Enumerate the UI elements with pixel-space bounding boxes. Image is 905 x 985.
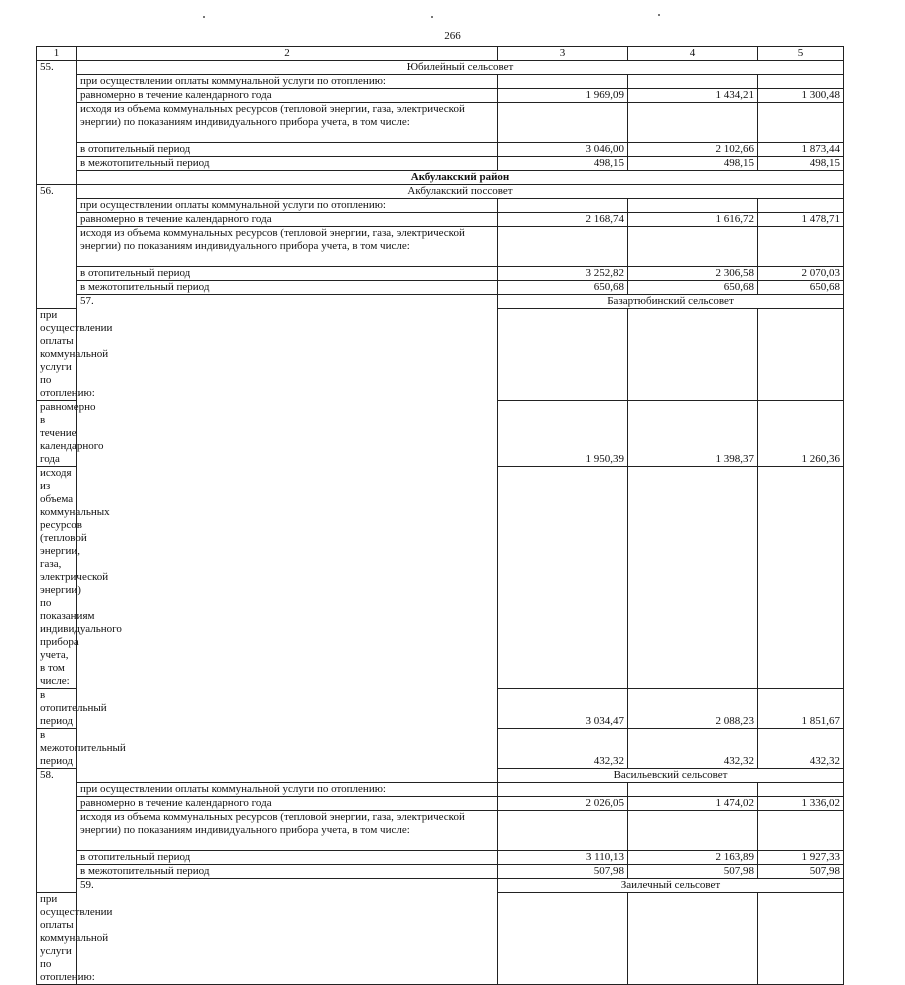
settlement-name: Заилечный сельсовет bbox=[498, 879, 844, 893]
value-cell: 1 434,21 bbox=[628, 89, 758, 103]
value-cell bbox=[758, 467, 844, 689]
value-cell: 650,68 bbox=[628, 281, 758, 295]
value-cell: 2 088,23 bbox=[628, 689, 758, 729]
heating-period-label: в отопительный период bbox=[37, 689, 77, 729]
table-row bbox=[37, 227, 844, 267]
header-cell: 1 bbox=[37, 47, 77, 61]
table-body bbox=[37, 47, 844, 985]
value-cell: 432,32 bbox=[498, 729, 628, 769]
value-cell: 1 950,39 bbox=[498, 401, 628, 467]
table-row bbox=[37, 865, 844, 879]
value-cell: 2 102,66 bbox=[628, 143, 758, 157]
heating-payment-label: при осуществлении оплаты коммунальной услуги по отоплению: bbox=[77, 783, 498, 797]
value-cell: 3 110,13 bbox=[498, 851, 628, 865]
table-row bbox=[37, 797, 844, 811]
value-cell bbox=[758, 783, 844, 797]
value-cell bbox=[628, 75, 758, 89]
heating-payment-label: при осуществлении оплаты коммунальной услуги по отоплению: bbox=[77, 199, 498, 213]
section-title-row bbox=[37, 879, 844, 893]
value-cell: 498,15 bbox=[758, 157, 844, 171]
settlement-name: Васильевский сельсовет bbox=[498, 769, 844, 783]
value-cell: 432,32 bbox=[758, 729, 844, 769]
value-cell: 2 168,74 bbox=[498, 213, 628, 227]
value-cell bbox=[628, 227, 758, 267]
region-row bbox=[37, 171, 844, 185]
value-cell bbox=[758, 103, 844, 143]
value-cell bbox=[498, 811, 628, 851]
value-cell bbox=[498, 783, 628, 797]
by-meter-label: исходя из объема коммунальных ресурсов (тепловой энергии, газа, электрической энергии) по показаниям индивидуального прибора учета, в том числе: bbox=[77, 811, 498, 851]
interheating-period-label: в межотопительный период bbox=[37, 729, 77, 769]
value-cell bbox=[758, 893, 844, 985]
table-header-row bbox=[37, 47, 844, 61]
value-cell: 1 474,02 bbox=[628, 797, 758, 811]
value-cell: 1 260,36 bbox=[758, 401, 844, 467]
tariff-table bbox=[36, 46, 844, 985]
value-cell: 1 927,33 bbox=[758, 851, 844, 865]
value-cell bbox=[498, 75, 628, 89]
header-cell: 2 bbox=[77, 47, 498, 61]
table-row bbox=[37, 103, 844, 143]
row-number: 55. bbox=[37, 61, 77, 185]
by-meter-label: исходя из объема коммунальных ресурсов (тепловой энергии, газа, электрической энергии) по показаниям индивидуального прибора учета, в том числе: bbox=[77, 103, 498, 143]
table-row bbox=[37, 199, 844, 213]
value-cell bbox=[758, 309, 844, 401]
settlement-name: Юбилейный сельсовет bbox=[77, 61, 844, 75]
value-cell bbox=[758, 199, 844, 213]
value-cell: 507,98 bbox=[758, 865, 844, 879]
heating-payment-label: при осуществлении оплаты коммунальной услуги по отоплению: bbox=[37, 309, 77, 401]
value-cell bbox=[758, 75, 844, 89]
scan-speck bbox=[431, 16, 433, 18]
value-cell bbox=[498, 227, 628, 267]
heating-payment-label: при осуществлении оплаты коммунальной услуги по отоплению: bbox=[77, 75, 498, 89]
value-cell: 1 398,37 bbox=[628, 401, 758, 467]
region-name: Акбулакский район bbox=[77, 171, 844, 185]
value-cell: 1 300,48 bbox=[758, 89, 844, 103]
header-cell: 4 bbox=[628, 47, 758, 61]
table-row bbox=[37, 75, 844, 89]
settlement-name: Акбулакский поссовет bbox=[77, 185, 844, 199]
interheating-period-label: в межотопительный период bbox=[77, 281, 498, 295]
value-cell: 507,98 bbox=[628, 865, 758, 879]
scan-speck bbox=[658, 14, 660, 16]
by-meter-label: исходя из объема коммунальных ресурсов (тепловой энергии, газа, электрической энергии) по показаниям индивидуального прибора учета, в том числе: bbox=[37, 467, 77, 689]
value-cell bbox=[628, 199, 758, 213]
value-cell: 507,98 bbox=[498, 865, 628, 879]
section-title-row bbox=[37, 61, 844, 75]
heating-period-label: в отопительный период bbox=[77, 143, 498, 157]
value-cell bbox=[498, 309, 628, 401]
heating-period-label: в отопительный период bbox=[77, 267, 498, 281]
value-cell: 650,68 bbox=[498, 281, 628, 295]
table-row bbox=[37, 157, 844, 171]
row-number: 59. bbox=[77, 879, 498, 985]
by-meter-label: исходя из объема коммунальных ресурсов (тепловой энергии, газа, электрической энергии) по показаниям индивидуального прибора учета, в том числе: bbox=[77, 227, 498, 267]
value-cell: 1 873,44 bbox=[758, 143, 844, 157]
value-cell bbox=[628, 309, 758, 401]
heating-payment-label: при осуществлении оплаты коммунальной услуги по отоплению: bbox=[37, 893, 77, 985]
uniform-label: равномерно в течение календарного года bbox=[37, 401, 77, 467]
value-cell: 2 070,03 bbox=[758, 267, 844, 281]
table-row bbox=[37, 267, 844, 281]
value-cell bbox=[628, 103, 758, 143]
uniform-label: равномерно в течение календарного года bbox=[77, 89, 498, 103]
interheating-period-label: в межотопительный период bbox=[77, 865, 498, 879]
value-cell bbox=[498, 893, 628, 985]
value-cell bbox=[628, 893, 758, 985]
table-row bbox=[37, 281, 844, 295]
row-number: 58. bbox=[37, 769, 77, 893]
settlement-name: Базартюбинский сельсовет bbox=[498, 295, 844, 309]
value-cell: 1 851,67 bbox=[758, 689, 844, 729]
value-cell bbox=[758, 811, 844, 851]
value-cell: 1 478,71 bbox=[758, 213, 844, 227]
scan-speck bbox=[203, 16, 205, 18]
value-cell bbox=[628, 811, 758, 851]
uniform-label: равномерно в течение календарного года bbox=[77, 213, 498, 227]
value-cell: 1 616,72 bbox=[628, 213, 758, 227]
value-cell: 650,68 bbox=[758, 281, 844, 295]
table-row bbox=[37, 213, 844, 227]
row-number: 57. bbox=[77, 295, 498, 783]
value-cell: 3 046,00 bbox=[498, 143, 628, 157]
value-cell: 498,15 bbox=[498, 157, 628, 171]
interheating-period-label: в межотопительный период bbox=[77, 157, 498, 171]
value-cell bbox=[498, 199, 628, 213]
value-cell: 3 252,82 bbox=[498, 267, 628, 281]
value-cell: 2 306,58 bbox=[628, 267, 758, 281]
value-cell: 1 969,09 bbox=[498, 89, 628, 103]
value-cell: 1 336,02 bbox=[758, 797, 844, 811]
table-row bbox=[37, 851, 844, 865]
page-number: 266 bbox=[444, 30, 461, 42]
value-cell bbox=[498, 467, 628, 689]
value-cell bbox=[758, 227, 844, 267]
header-cell: 5 bbox=[758, 47, 844, 61]
table-row bbox=[37, 811, 844, 851]
table-row bbox=[37, 783, 844, 797]
header-cell: 3 bbox=[498, 47, 628, 61]
table-row bbox=[37, 89, 844, 103]
value-cell: 3 034,47 bbox=[498, 689, 628, 729]
section-title-row bbox=[37, 295, 844, 309]
section-title-row bbox=[37, 185, 844, 199]
table-row bbox=[37, 143, 844, 157]
value-cell: 432,32 bbox=[628, 729, 758, 769]
uniform-label: равномерно в течение календарного года bbox=[77, 797, 498, 811]
value-cell: 2 026,05 bbox=[498, 797, 628, 811]
value-cell: 2 163,89 bbox=[628, 851, 758, 865]
value-cell bbox=[628, 467, 758, 689]
value-cell bbox=[498, 103, 628, 143]
value-cell bbox=[628, 783, 758, 797]
heating-period-label: в отопительный период bbox=[77, 851, 498, 865]
value-cell: 498,15 bbox=[628, 157, 758, 171]
row-number: 56. bbox=[37, 185, 77, 309]
